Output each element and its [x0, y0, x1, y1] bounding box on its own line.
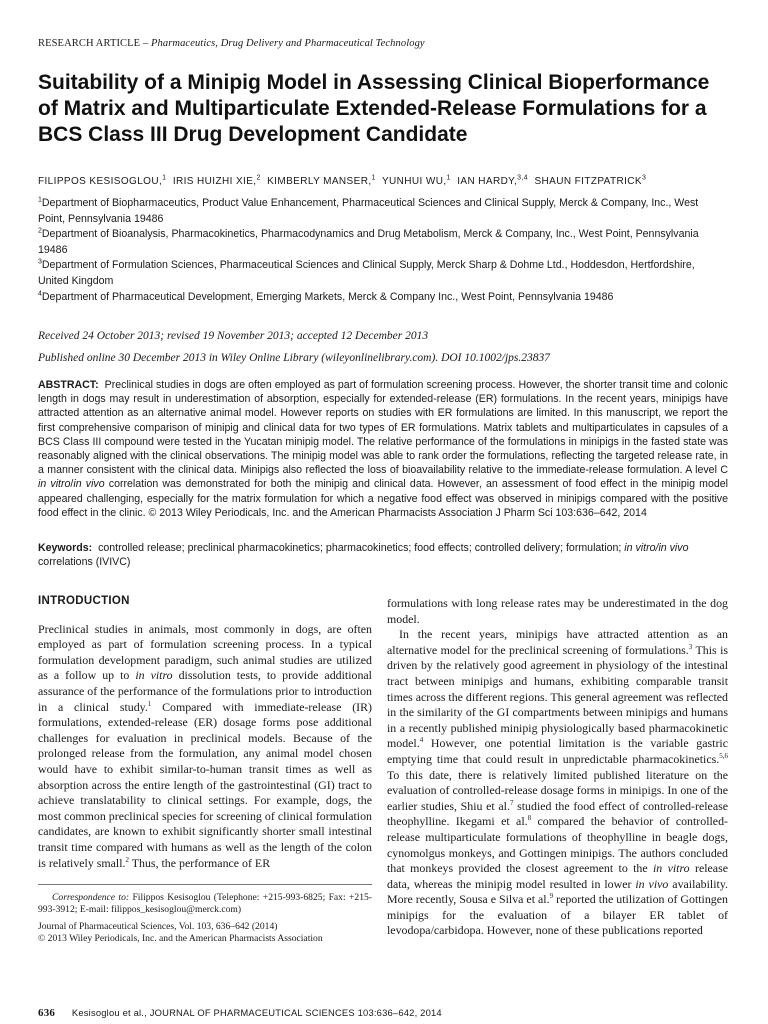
published-line: Published online 30 December 2013 in Wiley Online Library (wileyonlinelibrary.com). DOI 10.1002/jps.23837	[38, 352, 550, 364]
publication-dates	[38, 325, 728, 369]
author: IRIS HUIZHI XIE,$^2$	[172, 174, 261, 187]
paragraph: formulations with long release rates may be underestimated in the dog model.	[387, 596, 728, 626]
author: SHAUN FITZPATRICK$^3$	[534, 174, 647, 187]
keywords-label: Keywords:	[38, 542, 93, 554]
footnote	[38, 892, 372, 944]
page-footer	[38, 1007, 728, 1019]
section-heading: INTRODUCTION	[38, 595, 130, 607]
footer-citation: Kesisoglou et al., JOURNAL OF PHARMACEUTICAL SCIENCES 103:636–642, 2014	[71, 1007, 442, 1018]
footnote-divider	[38, 884, 372, 885]
running-header	[38, 38, 728, 49]
abstract-label: ABSTRACT:	[38, 379, 99, 391]
paragraph: Preclinical studies in animals, most commonly in dogs, are often employed as part of formulation screening process. In a typical formulation development paradigm, such animal studies are utilized as a follow up to in vitro dissolution tests, to provide additional assurance of the performance of the formulations prior to introduction in a clinical study.$^1$ Compared with immediate-release (IR) formulations, extended-release (ER) dosage forms pose additional challenges for evaluation in preclinical models. Because of the prolonged release from the formulation, any animal model chosen would have to exhibit similar-to-human transit times as well as absorption across the entire length of the gastrointestinal (GI) tract to achieve translatability to clinical settings. For example, dogs, the most common preclinical species for screening of clinical formulation candidates, are known to exhibit significantly shorter small intestinal transit time compared with humans as well as the length of the colon is relatively small.$^2$ Thus, the performance of ER	[38, 621, 373, 870]
paragraph: In the recent years, minipigs have attracted attention as an alternative model for the preclinical screening of formulations.$^3$ This is driven by the relatively good agreement in physiology of the intestinal tract between minipigs and humans, exhibiting comparable transit times across the different regions. This general agreement was reflected in the similarity of the GI compartments between minipigs and humans in a recently published minipig physiologically based pharmacokinetic model.$^4$ However, one potential limitation is the variable gastric emptying time that could result in unpredictable pharmacokinetics.$^{5,6}$ To this date, there is relatively limited published literature on the evaluation of controlled-release dosage forms in minipigs. In one of the earlier studies, Shiu et al.$^7$ studied the food effect of controlled-release theophylline. Ikegami et al.$^8$ compared the behavior of controlled-release multiparticulate formulations of theophylline in beagle dogs, cynomolgus monkeys, and Gottingen minipigs. The authors concluded that monkeys provided the closest agreement to the in vitro release data, whereas the minipig model resulted in lower in vivo availability. More recently, Sousa e Silva et al.$^9$ reported the utilization of Gottingen minipigs for the evaluation of a bilayer ER tablet of levodopa/carbidopa. However, none of these publications reported	[387, 627, 729, 938]
page-number: 636	[38, 1007, 56, 1019]
author: FILIPPOS KESISOGLOU,$^1$	[38, 174, 167, 187]
author: IAN HARDY,$^{3,4}$	[457, 174, 529, 187]
correspondence: Correspondence to: Filippos Kesisoglou (Telephone: +215-993-6825; Fax: +215-993-3912; E-mail: filippos_kesisoglou@merck.com)	[38, 892, 372, 915]
article-title: Suitability of a Minipig Model in Assessing Clinical Bioperformance of Matrix and Multiparticulate Extended-Release Formulations for a BCS Class III Drug Development Candidate	[38, 71, 710, 146]
body-column-left	[38, 594, 372, 871]
abstract: ABSTRACT: Preclinical studies in dogs are often employed as part of formulation screening process. However, the shorter transit time and colonic length in dogs may result in underestimation of absorption, especially for extended-release (ER) formulations. In the recent years, minipigs have attracted attention as an alternative animal model. However reports on studies with ER formulations are limited. In this manuscript, we report the first comprehensive comparison of minipig and clinical data for two types of ER formulations. Matrix tablets and multiparticulates in capsules of a BCS Class III compound were tested in the Yucatan minipig model. The relative performance of the formulations in minipigs in the fasted state was reasonably aligned with the clinical observations. The minipig model was able to rank order the formulations, reflecting the targeted release rate, in a manner consistent with the clinical data. Minipigs also reflected the loss of bioavailability relative to the immediate-release formulation. A level C in vitro/in vivo correlation was demonstrated for both the minipig and clinical data. However, an assessment of food effect in the minipig model appeared challenging, especially for the matrix formulation for which a negative food effect was observed in minipigs compared with the positive food effect in the clinic. © 2013 Wiley Periodicals, Inc. and the American Pharmacists Association J Pharm Sci 103:636–642, 2014	[38, 379, 729, 519]
article-page	[38, 0, 728, 1024]
journal-info: Journal of Pharmaceutical Sciences, Vol. 103, 636–642 (2014)	[38, 921, 278, 932]
affiliation: $^3$Department of Formulation Sciences, Pharmaceutical Sciences and Clinical Supply, Merck Sharp & Dohme Ltd., Hoddesdon, Hertfordshire, United Kingdom	[38, 258, 695, 287]
affiliation: $^1$Department of Biopharmaceutics, Product Value Enhancement, Pharmaceutical Sciences and Clinical Supply, Merck & Company, Inc., West Point, Pennsylvania 19486	[38, 196, 699, 225]
affiliation: $^4$Department of Pharmaceutical Development, Emerging Markets, Merck & Company Inc., West Point, Pennsylvania 19486	[38, 290, 614, 303]
author: KIMBERLY MANSER,$^1$	[267, 174, 376, 187]
body-column-right	[387, 596, 728, 939]
article-type: RESEARCH ARTICLE	[38, 38, 141, 49]
journal-section: – Pharmaceutics, Drug Delivery and Pharmaceutical Technology	[142, 38, 425, 49]
author-list	[38, 176, 728, 187]
received-dates: Received 24 October 2013; revised 19 November 2013; accepted 12 December 2013	[38, 330, 429, 342]
copyright: © 2013 Wiley Periodicals, Inc. and the American Pharmacists Association	[38, 932, 323, 944]
affiliations	[38, 196, 728, 305]
author: YUNHUI WU,$^1$	[381, 174, 451, 187]
keywords: Keywords: controlled release; preclinical pharmacokinetics; pharmacokinetics; food effects; controlled delivery; formulation; in vitro/in vivo correlations (IVIVC)	[38, 542, 689, 569]
affiliation: $^2$Department of Bioanalysis, Pharmacokinetics, Pharmacodynamics and Drug Metabolism, Merck & Company, Inc., West Point, Pennsylvania 19486	[38, 227, 699, 256]
